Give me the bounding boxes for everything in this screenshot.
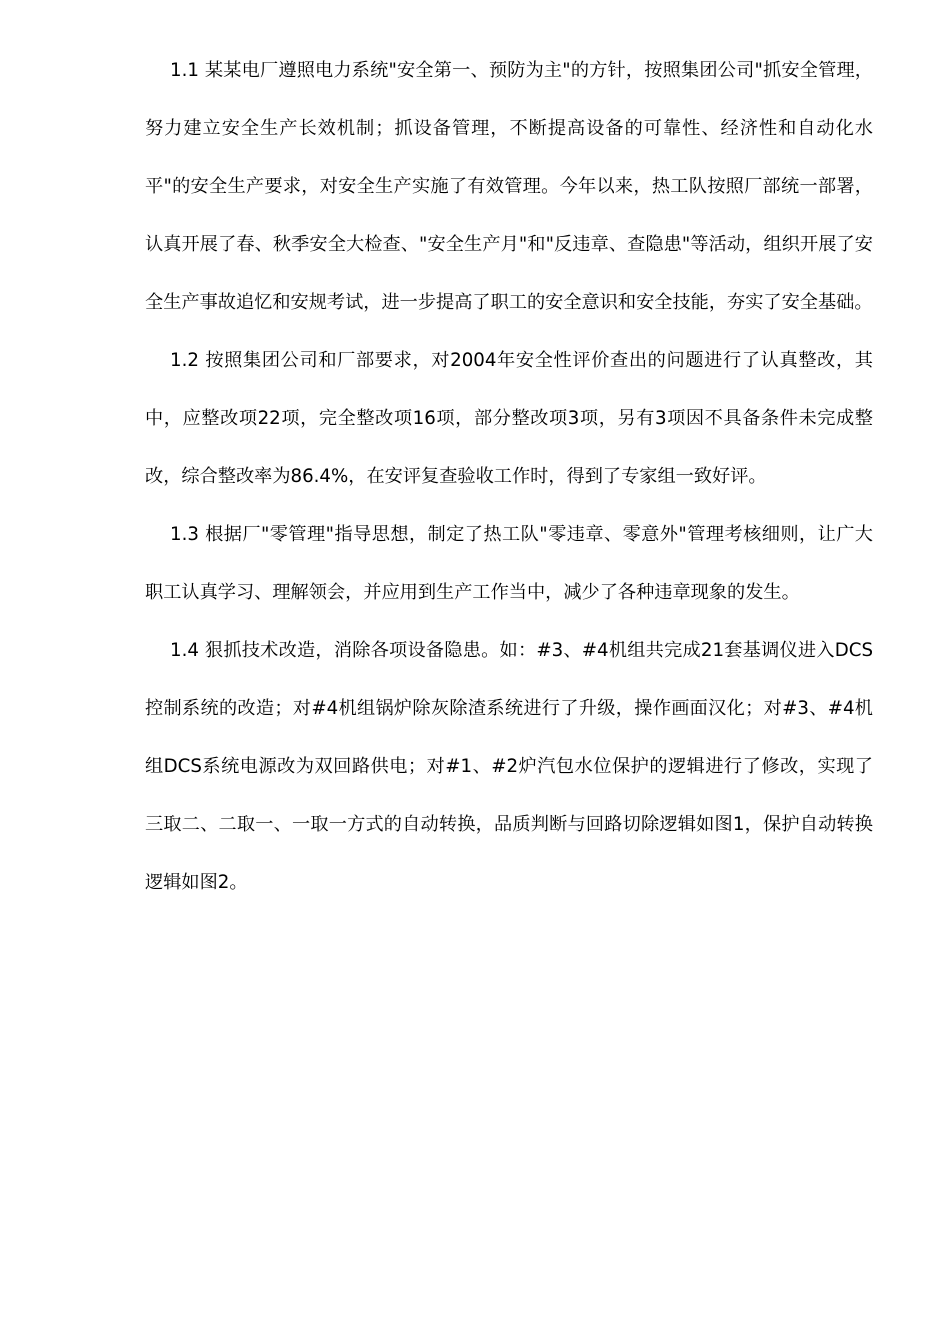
document-body [145, 42, 873, 912]
paragraph-1-4: 1.4 狠抓技术改造，消除各项设备隐患。如：#3、#4机组共完成21套基调仪进入DCS控制系统的改造；对#4机组锅炉除灰除渣系统进行了升级，操作画面汉化；对#3、#4机组DCS系统电源改为双回路供电；对#1、#2炉汽包水位保护的逻辑进行了修改，实现了三取二、二取一、一取一方式的自动转换，品质判断与回路切除逻辑如图1，保护自动转换逻辑如图2。 [145, 640, 873, 893]
paragraph-1-3: 1.3 根据厂"零管理"指导思想，制定了热工队"零违章、零意外"管理考核细则，让广大职工认真学习、理解领会，并应用到生产工作当中，减少了各种违章现象的发生。 [145, 524, 873, 603]
paragraph-1-2: 1.2 按照集团公司和厂部要求，对2004年安全性评价查出的问题进行了认真整改，其中，应整改项22项，完全整改项16项，部分整改项3项，另有3项因不具备条件未完成整改，综合整改率为86.4%，在安评复查验收工作时，得到了专家组一致好评。 [145, 350, 873, 487]
paragraph-1-1: 1.1 某某电厂遵照电力系统"安全第一、预防为主"的方针，按照集团公司"抓安全管理，努力建立安全生产长效机制；抓设备管理，不断提高设备的可靠性、经济性和自动化水平"的安全生产要求，对安全生产实施了有效管理。今年以来，热工队按照厂部统一部署，认真开展了春、秋季安全大检查、"安全生产月"和"反违章、查隐患"等活动，组织开展了安全生产事故追忆和安规考试，进一步提高了职工的安全意识和安全技能，夯实了安全基础。 [145, 60, 873, 313]
